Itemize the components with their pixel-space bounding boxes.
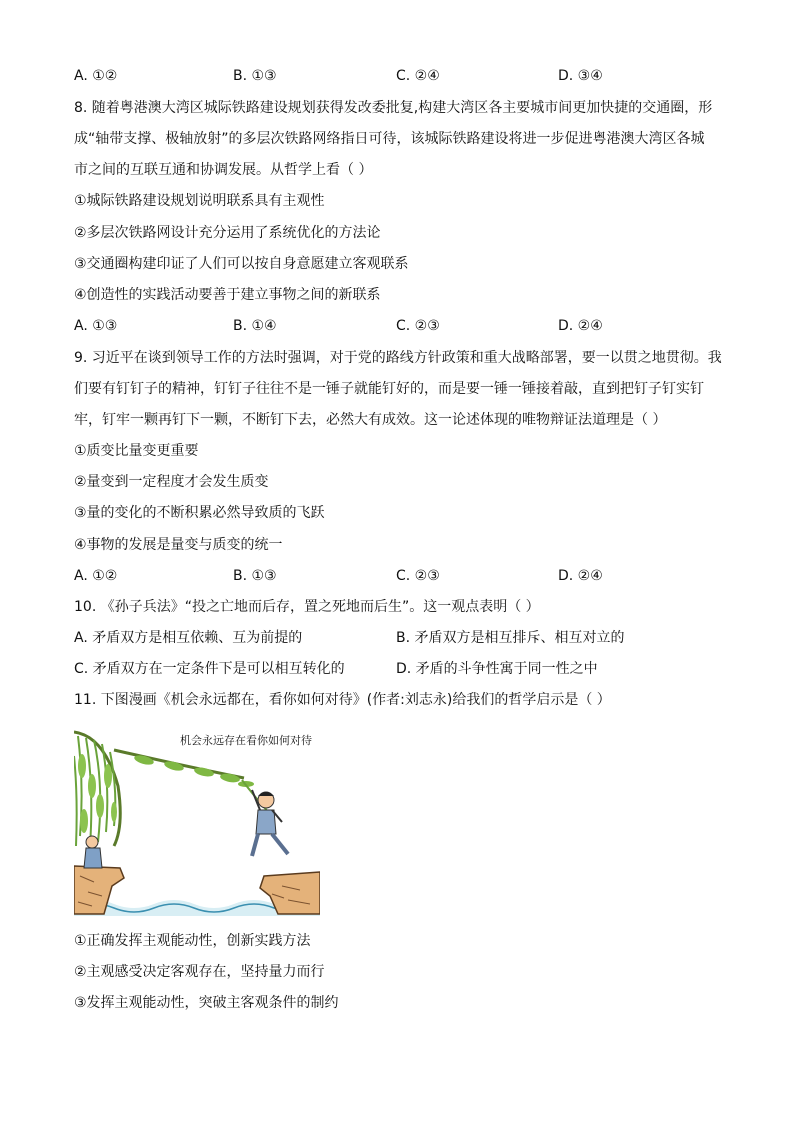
q11-statement-1: ①正确发挥主观能动性，创新实践方法 — [74, 933, 311, 949]
q9-option-c: C. ②③ — [396, 568, 440, 584]
q9-statement-3: ③量的变化的不断积累必然导致质的飞跃 — [74, 505, 325, 521]
q9-statement-2: ②量变到一定程度才会发生质变 — [74, 474, 269, 490]
q10-option-b: B. 矛盾双方是相互排斥、相互对立的 — [396, 630, 625, 646]
q11-statement-2: ②主观感受决定客观存在，坚持量力而行 — [74, 964, 325, 980]
q9-stem-line-2: 们要有钉钉子的精神，钉钉子往往不是一锤子就能钉好的，而是要一锤一锤接着敲，直到把钉子钉实钉 — [74, 381, 704, 397]
q9-stem-line-1: 9. 习近平在谈到领导工作的方法时强调，对于党的路线方针政策和重大战略部署，要一以贯之地贯彻。我 — [74, 350, 722, 366]
q9-option-b: B. ①③ — [233, 568, 277, 584]
q8-option-d: D. ②④ — [558, 318, 603, 334]
comic-illustration — [74, 726, 320, 916]
comic-caption: 机会永远存在看你如何对待 — [180, 734, 312, 747]
q8-statement-1: ①城际铁路建设规划说明联系具有主观性 — [74, 193, 325, 209]
q10-option-a: A. 矛盾双方是相互依赖、互为前提的 — [74, 630, 303, 646]
q10-stem: 10. 《孙子兵法》“投之亡地而后存，置之死地而后生”。这一观点表明（ ） — [74, 599, 540, 615]
q8-option-c: C. ②③ — [396, 318, 440, 334]
q9-statement-1: ①质变比量变更重要 — [74, 443, 199, 459]
q8-statement-2: ②多层次铁路网设计充分运用了系统优化的方法论 — [74, 225, 381, 241]
q7-option-c: C. ②④ — [396, 68, 440, 84]
q7-option-b: B. ①③ — [233, 68, 277, 84]
q8-stem-line-1: 8. 随着粤港澳大湾区城际铁路建设规划获得发改委批复,构建大湾区各主要城市间更加快捷的交通圈，形 — [74, 100, 713, 116]
q9-statement-4: ④事物的发展是量变与质变的统一 — [74, 537, 283, 553]
q9-stem-line-3: 牢，钉牢一颗再钉下一颗，不断钉下去，必然大有成效。这一论述体现的唯物辩证法道理是（ ） — [74, 412, 667, 428]
q11-stem: 11. 下图漫画《机会永远都在，看你如何对待》(作者:刘志永)给我们的哲学启示是（ ） — [74, 692, 611, 708]
q8-stem-line-2: 成“轴带支撑、极轴放射”的多层次铁路网络指日可待，该城际铁路建设将进一步促进粤港澳大湾区各城 — [74, 131, 705, 147]
q8-statement-3: ③交通圈构建印证了人们可以按自身意愿建立客观联系 — [74, 256, 409, 272]
q9-option-a: A. ①② — [74, 568, 118, 584]
q11-statement-3: ③发挥主观能动性，突破主客观条件的制约 — [74, 995, 339, 1011]
q7-option-d: D. ③④ — [558, 68, 603, 84]
q7-option-a: A. ①② — [74, 68, 118, 84]
q8-option-b: B. ①④ — [233, 318, 277, 334]
q10-option-c: C. 矛盾双方在一定条件下是可以相互转化的 — [74, 661, 345, 677]
q9-option-d: D. ②④ — [558, 568, 603, 584]
q8-option-a: A. ①③ — [74, 318, 118, 334]
q10-option-d: D. 矛盾的斗争性寓于同一性之中 — [396, 661, 598, 677]
q8-statement-4: ④创造性的实践活动要善于建立事物之间的新联系 — [74, 287, 381, 303]
q8-stem-line-3: 市之间的互联互通和协调发展。从哲学上看（ ） — [74, 162, 373, 178]
